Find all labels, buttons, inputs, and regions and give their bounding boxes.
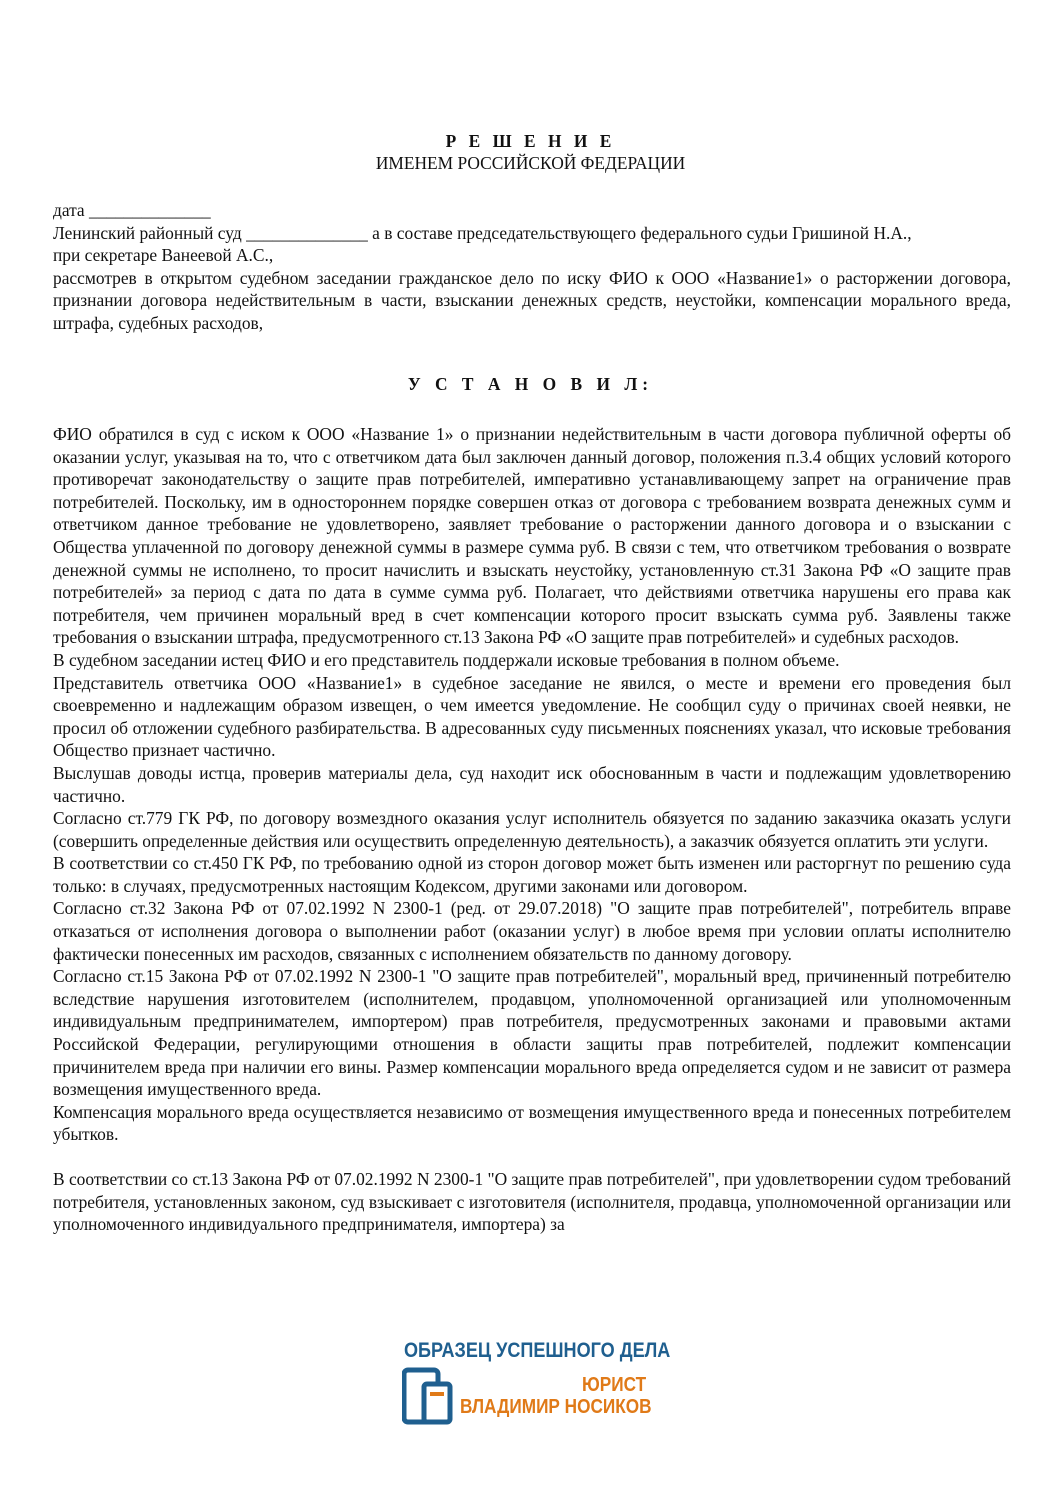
paragraph: Представитель ответчика ООО «Название1» в судебное заседание не явился, о месте и времени его проведения был своевременно и надлежащим образом извещен, о чем имеется уведомление. Не сообщил суду о причинах своей неявки, не просил об отложении судебного разбирательства. В адресованных суду письменных пояснениях указал, что исковые требования Общество признает частично. — [53, 672, 1011, 761]
watermark-title: ОБРАЗЕЦ УСПЕШНОГО ДЕЛА — [404, 1339, 671, 1362]
paragraph: ФИО обратился в суд с иском к ООО «Название 1» о признании недействительным в части договора публичной оферты об оказании услуг, указывая на то, что с ответчиком дата был заключен данный договор, положения п.3.4 общих условий которого противоречат законодательству о защите прав потребителей, императивно устанавливающему запрет на ограничение прав потребителей. Поскольку, им в одностороннем порядке совершен отказ от договора с требованием возврата денежных сумм и ответчиком данное требование не удовлетворено, заявляет требование о расторжении данного договора и о взыскании с Общества уплаченной по договору денежной суммы в размере сумма руб. В связи с тем, что ответчиком требования о возврате денежной суммы не исполнено, то просит начислить и взыскать неустойку, установленную ст.31 Закона РФ «О защите прав потребителей» за период с дата по дата в сумме сумма руб. Полагает, что действиями ответчика нарушены его права как потребителя, чем причинен моральный вред в счет компенсации которого просит взыскать сумма руб. Заявлены также требования о взыскании штрафа, предусмотренного ст.13 Закона РФ «О защите прав потребителей» и судебных расходов. — [53, 424, 1011, 648]
paragraph: В судебном заседании истец ФИО и его представитель поддержали исковые требования в полном объеме. — [53, 649, 840, 670]
paragraph: Выслушав доводы истца, проверив материалы дела, суд находит иск обоснованным в части и подлежащим удовлетворению частично. — [53, 762, 1011, 806]
watermark-name: ВЛАДИМИР НОСИКОВ — [460, 1396, 652, 1418]
paragraph: Компенсация морального вреда осуществляется независимо от возмещения имущественного вреда и понесенных потребителем убытков. — [53, 1101, 1011, 1145]
watermark-role: ЮРИСТ — [582, 1374, 647, 1396]
intro-secretary: при секретаре Ванеевой А.С., — [53, 245, 274, 266]
paragraph: Согласно ст.32 Закона РФ от 07.02.1992 N 2300-1 (ред. от 29.07.2018) "О защите прав потребителей", потребитель вправе отказаться от исполнения договора о выполнении работ (оказании услуг) в любое время при условии оплаты исполнителю фактически понесенных им расходов, связанных с исполнением обязательств по данному договору. — [53, 898, 1011, 964]
paragraph: Согласно ст.779 ГК РФ, по договору возмездного оказания услуг исполнитель обязуется по заданию заказчика оказать услуги (совершить определенные действия или осуществить определенную деятельность), а заказчик обязуется оплатить эти услуги. — [53, 808, 1011, 851]
body-text — [53, 423, 1011, 1236]
document-title: Р Е Ш Е Н И Е — [445, 131, 616, 151]
intro-case: рассмотрев в открытом судебном заседании гражданское дело по иску ФИО к ООО «Название1» о расторжении договора, признании договора недействительным в части, взыскании денежных средств, неустойки, компенсации морального вреда, штрафа, судебных расходов, — [53, 267, 1011, 333]
intro-court: Ленинский районный суд ______________ а в составе председательствующего федерального судьи Гришиной Н.А., — [53, 222, 912, 243]
paragraph: В соответствии со ст.450 ГК РФ, по требованию одной из сторон договор может быть изменен или расторгнут по решению суда только: в случаях, предусмотренных настоящим Кодексом, другими законами или договором. — [53, 853, 1011, 896]
document-logo-icon — [402, 1366, 462, 1426]
watermark-logo — [402, 1339, 671, 1428]
section-heading: У С Т А Н О В И Л: — [407, 374, 654, 394]
paragraph: В соответствии со ст.13 Закона РФ от 07.02.1992 N 2300-1 "О защите прав потребителей", при удовлетворении судом требований потребителя, установленных законом, суд взыскивает с изготовителя (исполнителя, продавца, уполномоченной организации или уполномоченного индивидуального предпринимателя, импортера) за — [53, 1169, 1011, 1235]
document-subtitle: ИМЕНЕМ РОССИЙСКОЙ ФЕДЕРАЦИИ — [375, 153, 686, 173]
intro-date: дата ______________ — [53, 200, 211, 220]
intro-block — [53, 199, 1011, 335]
paragraph: Согласно ст.15 Закона РФ от 07.02.1992 N 2300-1 "О защите прав потребителей", моральный вред, причиненный потребителю вследствие нарушения изготовителем (исполнителем, продавцом, уполномоченной организацией или уполномоченным индивидуальным предпринимателем, импортером) прав потребителя, предусмотренных законами и правовыми актами Российской Федерации, регулирующими отношения в области защиты прав потребителей, подлежит компенсации причинителем вреда при наличии его вины. Размер компенсации морального вреда определяется судом и не зависит от размера возмещения имущественного вреда. — [53, 966, 1011, 1100]
